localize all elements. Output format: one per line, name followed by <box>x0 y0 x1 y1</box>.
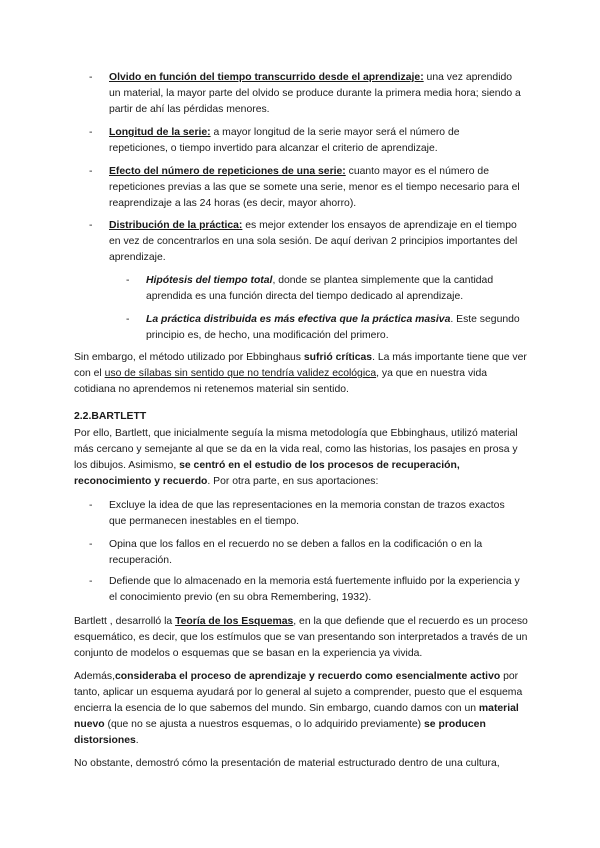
bullet-dash: - <box>126 314 130 325</box>
bullet-title: Efecto del número de repeticiones de una serie: <box>109 166 346 177</box>
paragraph-proceso-activo <box>74 669 530 749</box>
bullet-dash: - <box>89 539 93 550</box>
text: Además, <box>74 671 116 682</box>
subbullet-title: La práctica distribuida es más efectiva que la práctica masiva <box>146 314 451 325</box>
underlined-text: uso de sílabas sin sentido que no tendría validez ecológica <box>104 368 377 379</box>
bullet-text: a mayor longitud de la serie mayor será el número de repeticiones, o tiempo invertido para alcanzar el criterio de aprendizaje. <box>109 127 460 154</box>
text: . Por otra parte, en sus aportaciones: <box>207 476 379 487</box>
subbullet-title: Hipótesis del tiempo total <box>146 275 273 286</box>
bullet-dash: - <box>89 166 93 177</box>
bullet-title: Distribución de la práctica: <box>109 220 243 231</box>
bullet-text: Excluye la idea de que las representaciones en la memoria constan de trazos exactos que permanecen inestables en el tiempo. <box>109 500 505 527</box>
text: por tanto, aplicar un esquema ayudará por lo general al sujeto a comprender, puesto que el esquema encierra la esencia de lo que sabemos del mundo. Sin embargo, cuando damos con un <box>74 671 523 714</box>
text: Por ello, Bartlett, que inicialmente seguía la misma metodología que Ebbinghaus, utilizó material más cercano y semejante al que se da en la vida real, como las historias, los pasajes en prosa y los dibujos. Asimismo, <box>74 428 518 471</box>
bullet-dash: - <box>89 72 93 83</box>
emphasis: sufrió críticas <box>303 352 373 363</box>
bullet-dash: - <box>89 127 93 138</box>
paragraph-esquemas <box>74 614 530 662</box>
text: , ya que en nuestra vida cotidiana no aprendemos ni retenemos material sin sentido. <box>74 368 488 395</box>
bullet-title: Longitud de la serie: <box>109 127 211 138</box>
text: (que no se ajusta a nuestros esquemas, o lo adquirido previamente) <box>104 719 425 730</box>
paragraph-criticas <box>74 350 530 398</box>
subbullet-text: , donde se plantea simplemente que la cantidad aprendida es una función directa del tiempo dedicado al aprendizaje. <box>146 275 494 302</box>
bullet-title: Olvido en función del tiempo transcurrido desde el aprendizaje: <box>109 72 424 83</box>
bullet-text: Defiende que lo almacenado en la memoria está fuertemente influido por la experiencia y el conocimiento previo (en su obra Remembering, 1932). <box>109 576 520 603</box>
bullet-text: es mejor extender los ensayos de aprendizaje en el tiempo en vez de concentrarlos en una sola sesión. De aquí derivan 2 principios importantes del aprendizaje. <box>109 220 518 263</box>
bullet-text: cuanto mayor es el número de repeticiones previas a las que se somete una serie, menor es el tiempo necesario para el reaprendizaje a las 24 horas (es decir, mayor ahorro). <box>109 166 520 209</box>
subbullet-text: . Este segundo principio es, de hecho, una modificación del primero. <box>146 314 520 341</box>
bullet-text: Opina que los fallos en el recuerdo no se deben a fallos en la codificación o en la recuperación. <box>109 539 483 566</box>
text: . La más importante tiene que ver con el <box>74 352 527 379</box>
text: Bartlett , desarrolló la <box>74 616 176 627</box>
emphasis: se producen distorsiones <box>74 719 486 746</box>
paragraph-no-obstante: No obstante, demostró cómo la presentación de material estructurado dentro de una cultura, <box>74 758 500 769</box>
bullet-dash: - <box>89 576 93 587</box>
bullet-text: una vez aprendido un material, la mayor parte del olvido se produce durante la primera media hora; siendo a partir de ahí las pérdidas menores. <box>109 72 521 115</box>
section-heading: 2.2.BARTLETT <box>74 411 147 422</box>
bullet-dash: - <box>126 275 130 286</box>
emphasis: material nuevo <box>74 703 519 730</box>
text: Sin embargo, el método utilizado por Ebbinghaus <box>74 352 304 363</box>
emphasis: Teoría de los Esquemas <box>175 616 294 627</box>
text: . <box>135 735 139 746</box>
emphasis: se centró en el estudio de los procesos de recuperación, reconocimiento y recuerdo <box>74 460 460 487</box>
bullet-dash: - <box>89 500 93 511</box>
text: , en la que defiende que el recuerdo es un proceso esquemático, es decir, que los estímulos que se van presentando son interpretados a través de un conjunto de modelos o esquemas que se basan en la experiencia ya vivida. <box>74 616 528 659</box>
paragraph-bartlett-intro <box>74 426 530 490</box>
emphasis: consideraba el proceso de aprendizaje y recuerdo como esencialmente activo <box>115 671 501 682</box>
bullet-dash: - <box>89 220 93 231</box>
